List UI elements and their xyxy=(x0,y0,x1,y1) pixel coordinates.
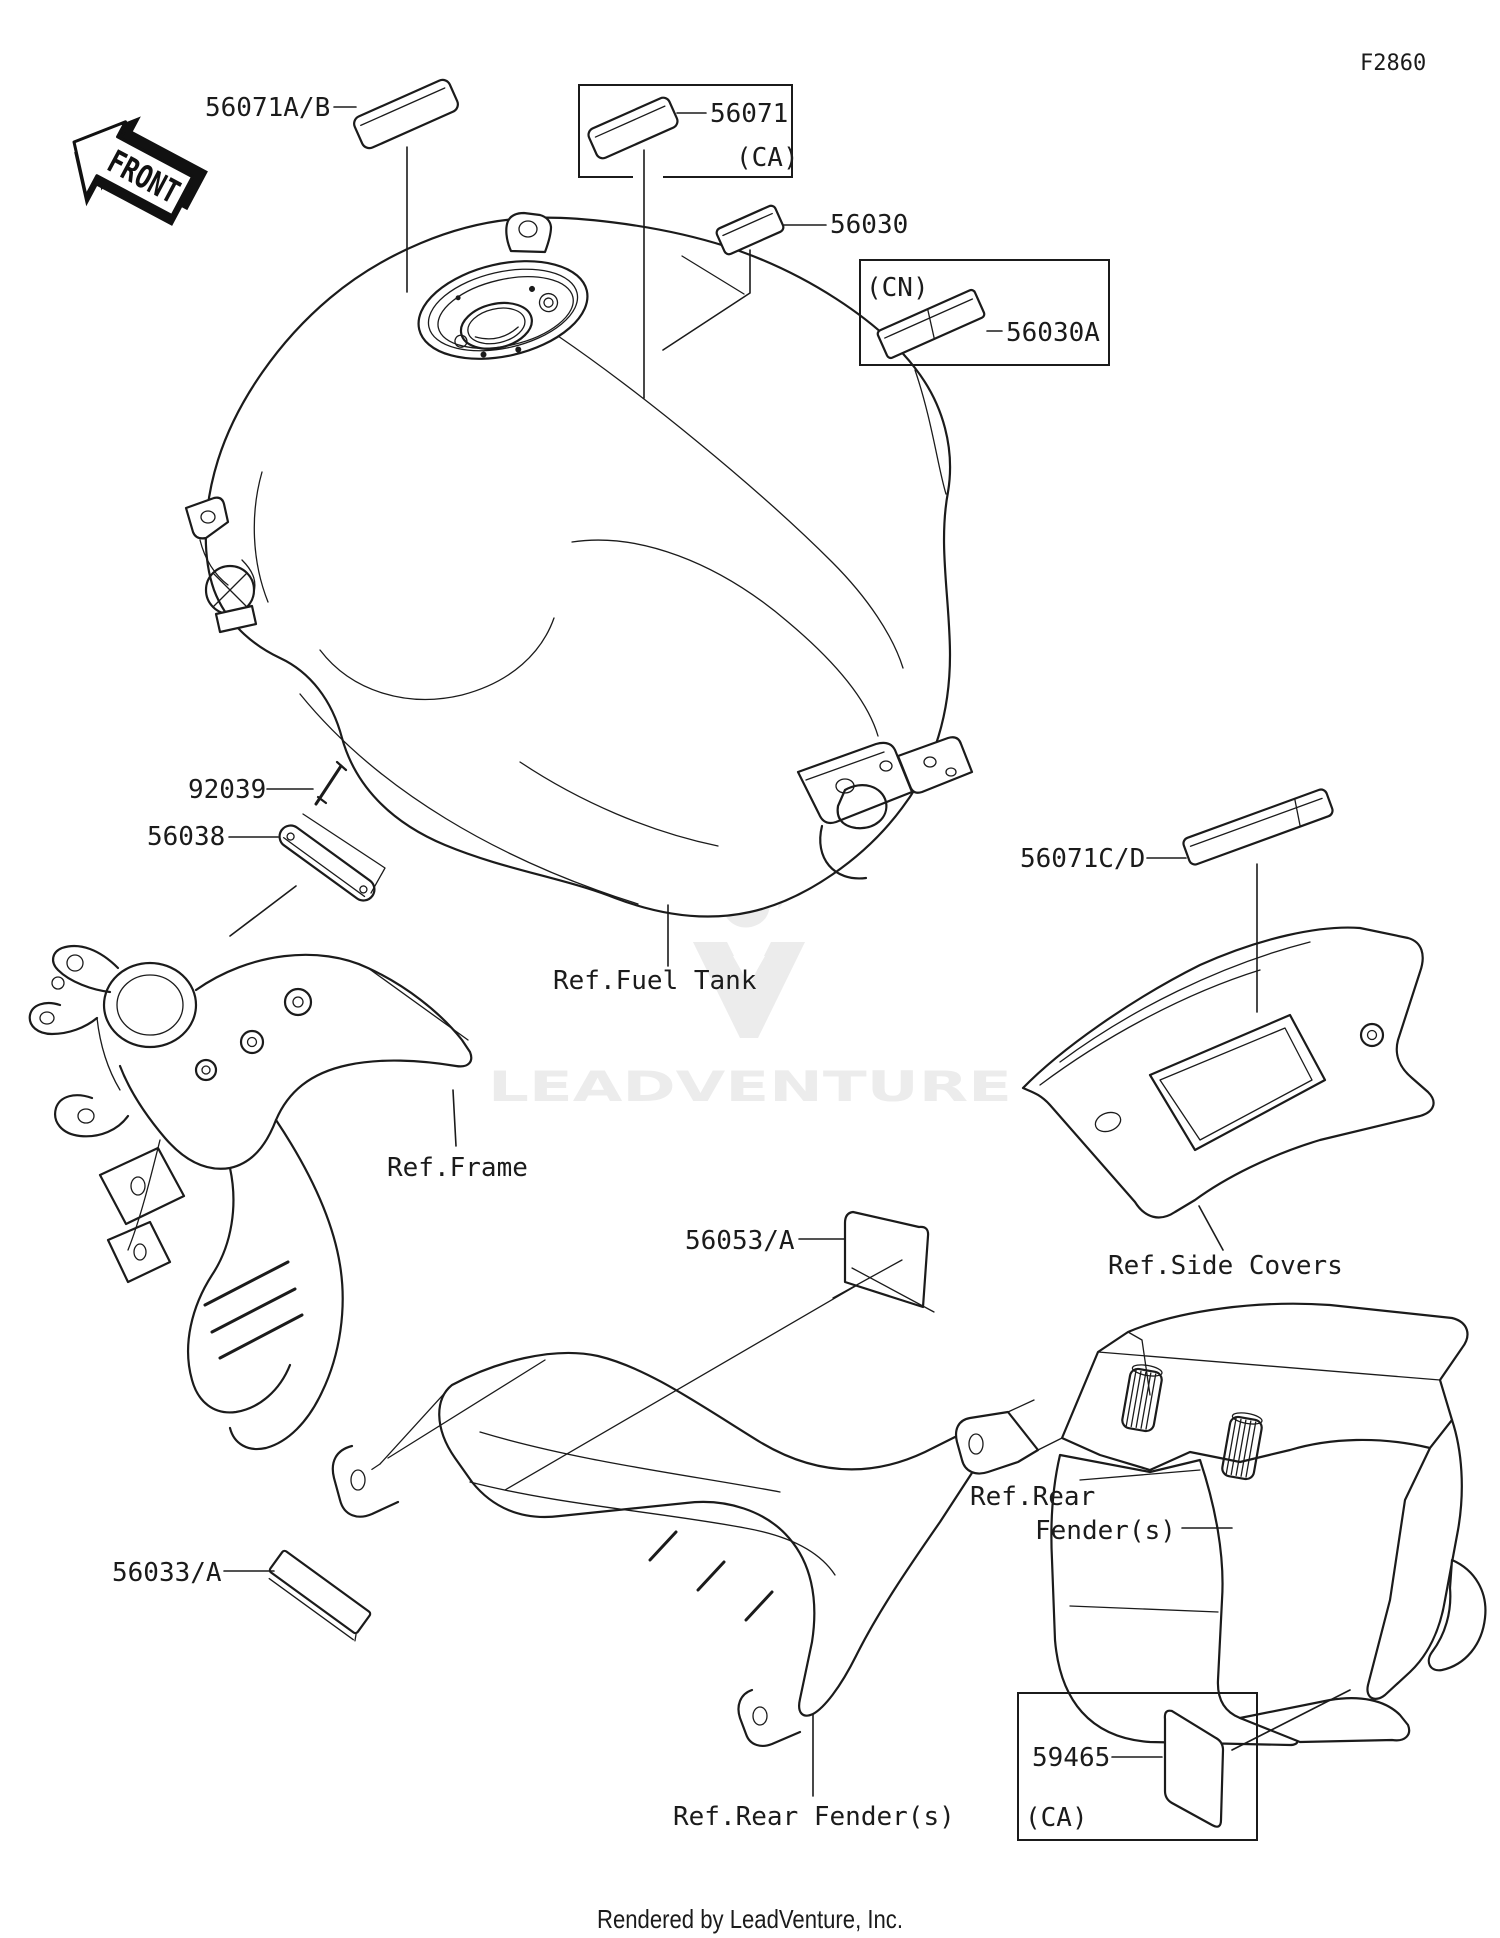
callout-56053a: 56053/A xyxy=(685,1226,795,1256)
ref-rear-fender-right-line1: Ref.Rear xyxy=(970,1482,1096,1512)
decal-56071ab xyxy=(352,77,461,150)
callout-56033a: 56033/A xyxy=(112,1558,222,1588)
decal-56030 xyxy=(715,204,785,256)
rivet-92039-icon xyxy=(316,762,346,804)
front-direction-marker xyxy=(50,94,216,249)
render-credit: Rendered by LeadVenture, Inc. xyxy=(597,1904,903,1934)
callout-56071ab: 56071A/B xyxy=(205,93,331,123)
ref-rear-fender-center: Ref.Rear Fender(s) xyxy=(673,1802,955,1832)
decal-56033a xyxy=(265,1550,374,1641)
watermark-text: LEADVENTURE xyxy=(488,1062,1012,1111)
front-label: FRONT xyxy=(101,142,205,222)
ref-side-covers: Ref.Side Covers xyxy=(1108,1251,1343,1281)
tank-top-tab xyxy=(506,213,551,252)
callout-92039: 92039 xyxy=(188,775,267,805)
callout-56071: 56071 xyxy=(710,99,789,129)
ref-rear-fender-right-line2: Fender(s) xyxy=(1035,1516,1176,1546)
callout-56030: 56030 xyxy=(830,210,909,240)
diagram-code: F2860 xyxy=(1360,51,1427,76)
callout-56030a: 56030A xyxy=(1006,318,1100,348)
ref-frame: Ref.Frame xyxy=(387,1153,528,1183)
decal-56038-strip xyxy=(275,821,379,905)
decal-56071-ca xyxy=(586,95,679,160)
variant-ca-top: (CA) xyxy=(736,143,799,173)
variant-ca-rear: (CA) xyxy=(1025,1803,1088,1833)
callout-56038: 56038 xyxy=(147,822,226,852)
ref-fuel-tank: Ref.Fuel Tank xyxy=(553,966,757,996)
decal-56071cd xyxy=(1182,788,1334,866)
side-cover-drawing xyxy=(1023,928,1434,1218)
variant-cn: (CN) xyxy=(866,273,929,303)
rear-fender-center-drawing xyxy=(333,1266,999,1746)
callout-56071cd: 56071C/D xyxy=(1020,844,1146,874)
fuel-tank-drawing xyxy=(186,213,972,917)
decal-56053a xyxy=(833,1212,934,1312)
frame-drawing xyxy=(30,946,471,1449)
callout-59465: 59465 xyxy=(1032,1743,1111,1773)
